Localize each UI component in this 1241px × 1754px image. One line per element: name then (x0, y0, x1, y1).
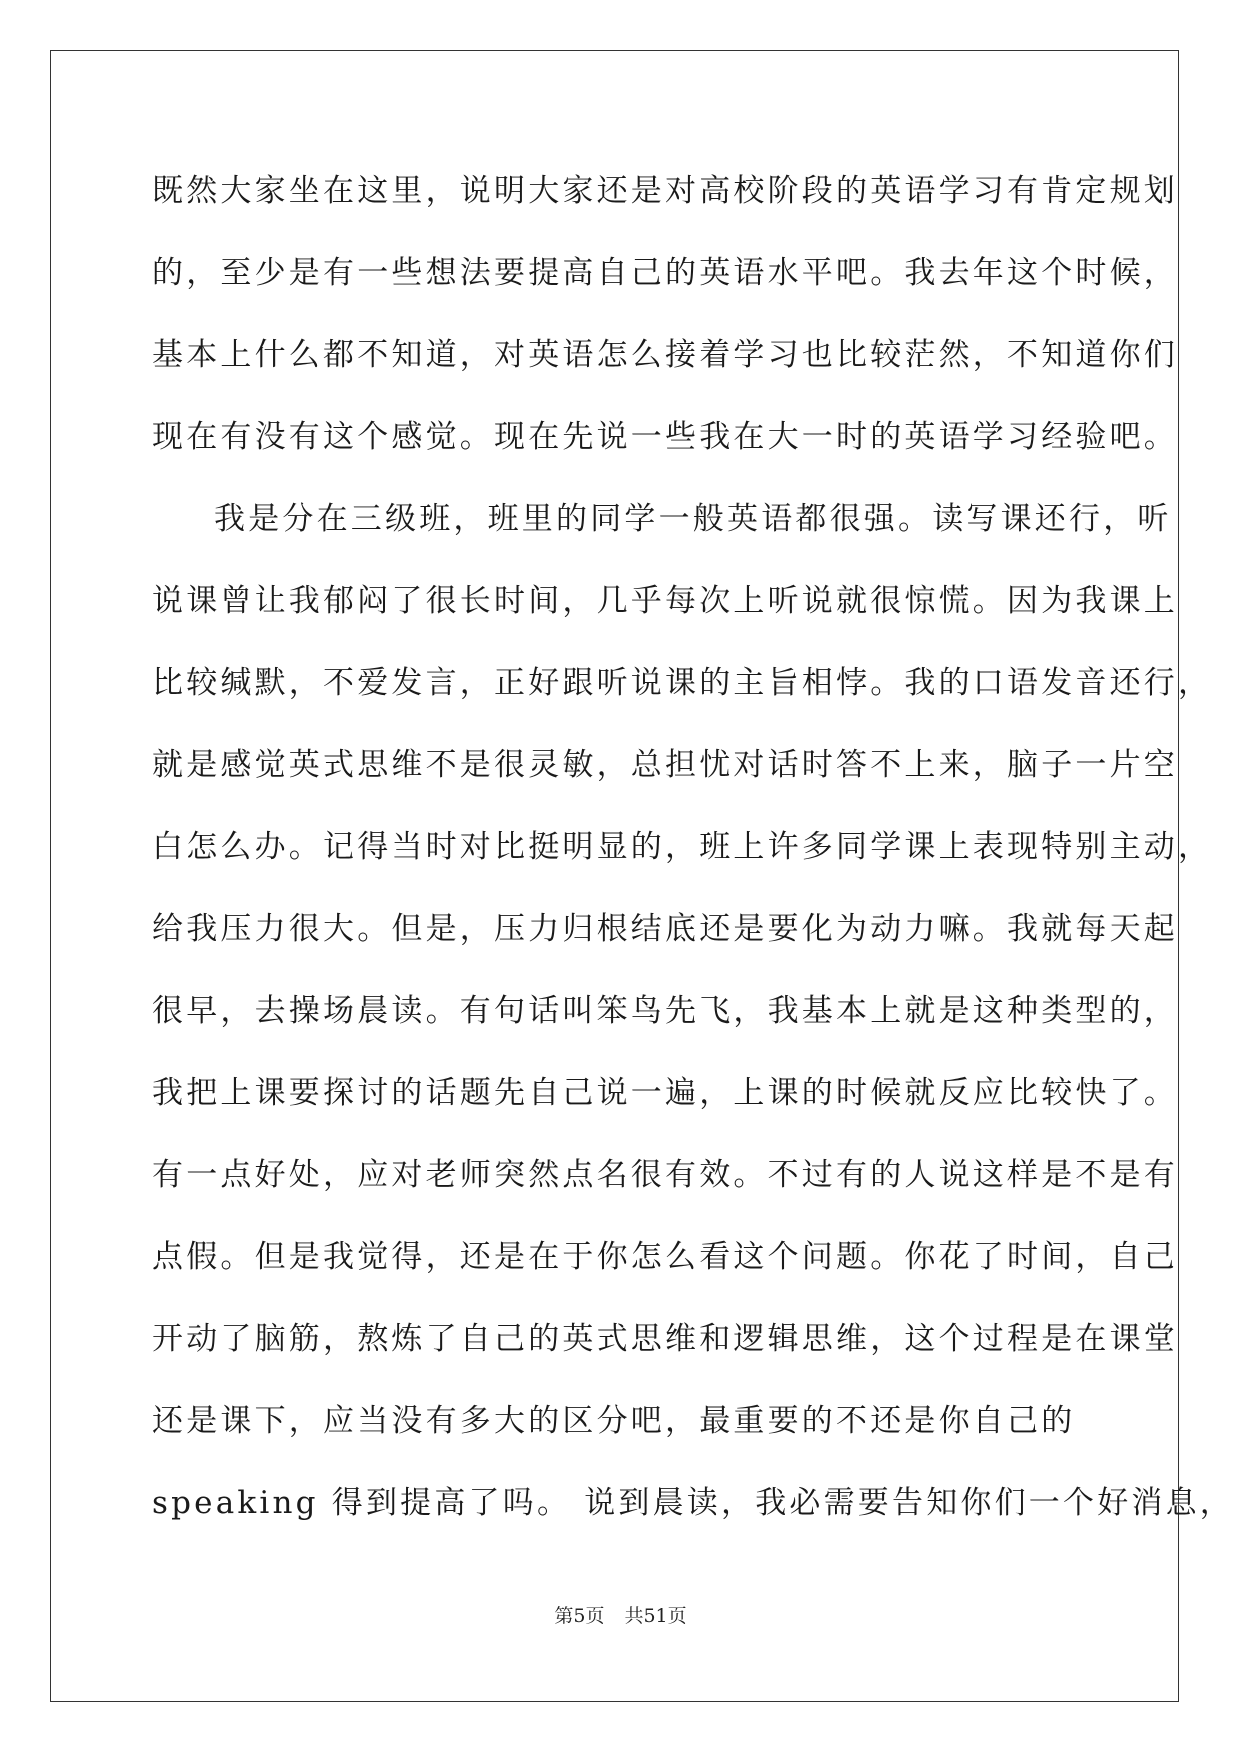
page-footer (0, 1601, 1241, 1628)
text-line: 还是课下，应当没有多大的区分吧，最重要的不还是你自己的 (152, 1403, 1076, 1439)
text-line: 的，至少是有一些想法要提高自己的英语水平吧。我去年这个时候， (152, 255, 1178, 291)
text-line: 给我压力很大。但是，压力归根结底还是要化为动力嘛。我就每天起 (152, 911, 1178, 947)
page-number: 第5页 (554, 1605, 605, 1627)
text-line: 说课曾让我郁闷了很长时间，几乎每次上听说就很惊慌。因为我课上 (152, 583, 1178, 619)
text-line: 开动了脑筋，熬炼了自己的英式思维和逻辑思维，这个过程是在课堂 (152, 1321, 1178, 1357)
text-line: 既然大家坐在这里，说明大家还是对高校阶段的英语学习有肯定规划 (152, 173, 1178, 209)
text-line: speaking 得到提高了吗。 说到晨读，我必需要告知你们一个好消息， (152, 1485, 1234, 1521)
text-line: 就是感觉英式思维不是很灵敏，总担忧对话时答不上来，脑子一片空 (152, 747, 1178, 783)
text-line: 有一点好处，应对老师突然点名很有效。不过有的人说这样是不是有 (152, 1157, 1178, 1193)
text-line: 基本上什么都不知道，对英语怎么接着学习也比较茫然，不知道你们 (152, 337, 1178, 373)
text-line: 我把上课要探讨的话题先自己说一遍，上课的时候就反应比较快了。 (152, 1075, 1178, 1111)
text-line: 白怎么办。记得当时对比挺明显的，班上许多同学课上表现特别主动， (152, 829, 1213, 865)
text-line: 很早，去操场晨读。有句话叫笨鸟先飞，我基本上就是这种类型的， (152, 993, 1178, 1029)
text-line: 点假。但是我觉得，还是在于你怎么看这个问题。你花了时间，自己 (152, 1239, 1178, 1275)
text-line: 比较缄默，不爱发言，正好跟听说课的主旨相悖。我的口语发音还行， (152, 665, 1213, 701)
paragraph-start-line: 我是分在三级班，班里的同学一般英语都很强。读写课还行，听 (214, 501, 1172, 537)
page-total: 共51页 (624, 1605, 687, 1627)
body-text (152, 150, 1234, 1544)
text-line: 现在有没有这个感觉。现在先说一些我在大一时的英语学习经验吧。 (152, 419, 1178, 455)
